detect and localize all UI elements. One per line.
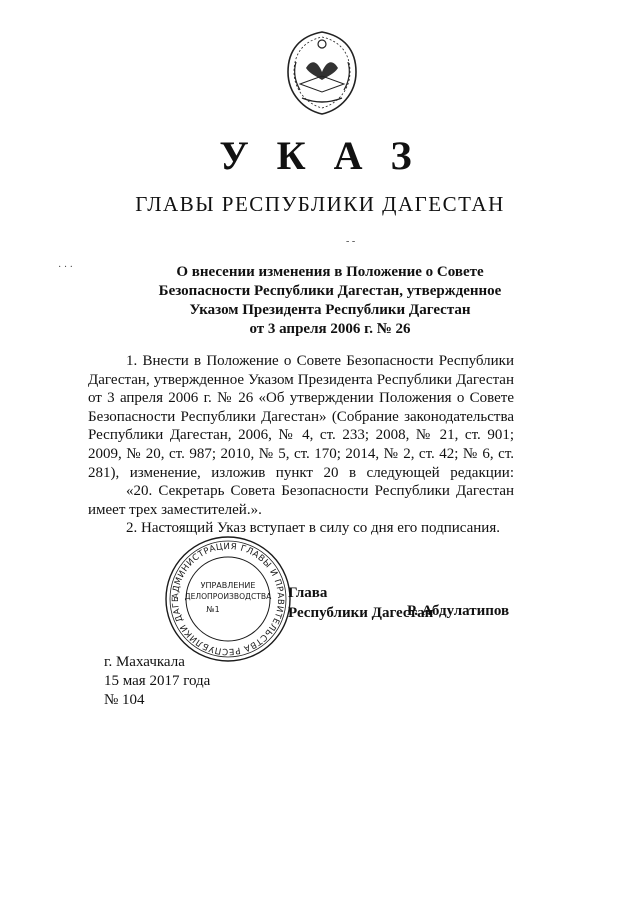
stamp-ring-text: АДМИНИСТРАЦИЯ ГЛАВЫ И ПРАВИТЕЛЬСТВА РЕСПУБЛИКИ ДАГЕ — [170, 541, 286, 657]
scan-speck: - - — [346, 236, 356, 247]
paragraph-1: 1. Внести в Положение о Совете Безопасности Республики Дагестан, утвержденное Указом Президента Республики Дагестан от 3 апреля 2006 г. № 26 «Об утверждении Положения о Совете Безопасности Республики Дагестан» (Собрание законодательства Республики Дагестан, 2006, № 4, ст. 233; 2008, № 21, ст. 901; 2009, № 20, ст. 987; 2010, № 5, ст. 170; 2014, № 2, ст. 42; № 6, ст. 281), изменение, изложив пункт 20 в следующей редакции: — [88, 353, 514, 481]
issue-date: 15 мая 2017 года — [104, 673, 211, 689]
issue-city: г. Махачкала — [104, 654, 185, 670]
heading-line: О внесении изменения в Положение о Совете — [176, 264, 484, 280]
heading-line: от 3 апреля 2006 г. № 26 — [249, 321, 411, 337]
stamp-line-2: ДЕЛОПРОИЗВОДСТВА — [184, 592, 272, 601]
role-line-1: Глава — [288, 585, 328, 601]
heading-line: Указом Президента Республики Дагестан — [189, 302, 471, 318]
signatory-name: Р. Абдулатипов — [407, 603, 510, 619]
paragraph-2: «20. Секретарь Совета Безопасности Республики Дагестан имеет трех заместителей.». — [88, 483, 514, 518]
document-title: У К А З — [219, 133, 421, 178]
official-stamp — [163, 534, 293, 664]
decree-heading — [0, 263, 640, 339]
document-subtitle: ГЛАВЫ РЕСПУБЛИКИ ДАГЕСТАН — [135, 192, 505, 216]
role-line-2: Республики Дагестан — [288, 605, 434, 621]
scan-speck: · · · — [58, 262, 73, 273]
paragraph-3: 2. Настоящий Указ вступает в силу со дня его подписания. — [126, 520, 500, 537]
stamp-line-1: УПРАВЛЕНИЕ — [200, 581, 256, 590]
issue-number: № 104 — [104, 692, 145, 708]
heading-line: Безопасности Республики Дагестан, утвержденное — [158, 283, 502, 299]
issue-details — [104, 653, 210, 710]
stamp-line-3: №1 — [206, 605, 220, 614]
coat-of-arms-icon — [282, 28, 362, 118]
decree-body — [88, 352, 514, 538]
